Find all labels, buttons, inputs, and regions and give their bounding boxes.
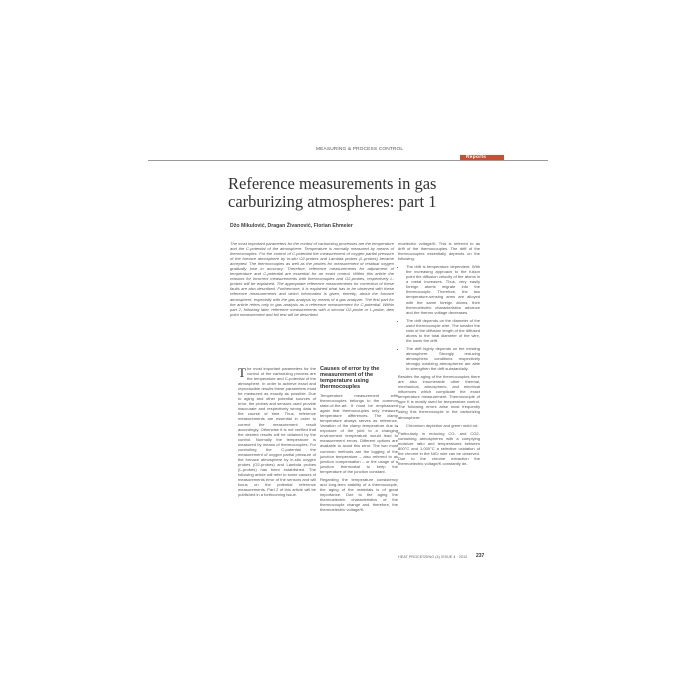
body-column-1 xyxy=(238,366,316,497)
intro-paragraph: he most important parameters for the control of the carburizing process are the temperature and C-potential of the atmosphere. In order to achieve exact and reproducible results these parameters must be measured as exactly as possible. Due to aging and other potential sources of error, the probes and sensors used provide inaccurate and respectively wrong data in the course of time. Thus, reference measurements are essential in order to correct the measurement result accordingly. Otherwise it is not verified that the desired results will be obtained by the control. Normally the temperature is measured by means of thermocouples. For controlling the C-potential the measurement of oxygen partial pressure of the furnace atmosphere by in-situ oxygen probes (O2-probes) and Lambda probes (L-probes) has been established. The following article will refer to some causes of measurements error of the sensors and will focus on the potential reference measurements. Part 2 of this article will be published in a forthcoming issue. xyxy=(238,366,316,498)
article-authors: Džo Mikulović, Dragan Živanović, Florian Ehmeier xyxy=(230,223,353,229)
article-abstract: The most important parameters for the control of carburizing processes are the temperature and the C-potential of the atmosphere. Temperature is normally measured by means of thermocouples. For the control of C-potential the measurement of oxygen partial pressure of the furnace atmosphere by in-situ O2-probes and Lambda probes (L-probes) became accepted. The thermocouples as well as the probes for measurement of residual oxygen gradually lose in accuracy. Therefore, reference measurements for adjustment of temperature and C-potential are essential for an exact control. Within this article the reasons for incorrect measurements with thermocouples and O2-probes, respectively L-probes will be explained. The appropriate reference measurements for correction of these faults are also described. Furthermore, it is explained what has to be observed with these reference measurements and which information is given, thereby, about the furnace atmosphere, especially with the gas analysis by means of a gas analyzer. The first part for the article refers only to gas analysis as a reference measurement for C-potential. Within part 2, following later, reference measurements with a second O2-probe or L-probe, dew point measurement and foil test will be described. xyxy=(230,241,394,317)
body-column-3 xyxy=(398,241,480,469)
header-rule xyxy=(148,160,548,161)
reports-tab-label: Reports xyxy=(466,154,487,160)
journal-footer: HEAT PROCESSING (4) ISSUE 4 · 2010 xyxy=(398,555,468,559)
section-label: MEASURING & PROCESS CONTROL xyxy=(316,147,404,152)
error-list xyxy=(398,423,480,428)
list-item: • The drift is temperature dependent. With the increasing approach to the fusion point the diffusion velocity of the atoms in a metal increases. Thus, very easily foreign atoms migrate into the thermocouple. Therefore, the two temperature-sensing arms are alloyed with the same foreign atoms, their thermoelectric characteristics advance and the thermo voltage decreases. xyxy=(406,264,480,314)
page-number: 237 xyxy=(476,553,485,559)
list-item: • The drift depends on the diameter of the used thermocouple wire. The smaller the ratio of the diffusion length of the diffused atoms to the total diameter of the wire, the lower the drift. xyxy=(406,318,480,343)
article-page xyxy=(148,145,556,570)
drift-list xyxy=(398,264,480,371)
paragraph: Besides the aging of the thermocouples there are also innumerable other thermal, mechanical, atmospheric, and electrical influences which complicate the exact temperature measurement. Thermocouple of type K is mostly used for temperature control. The following errors arise most frequently using this thermocouple in the carburizing atmosphere: xyxy=(398,374,480,420)
list-item: • Chromium depletion and green mold rot. xyxy=(406,423,480,428)
paragraph: moelectric voltage/K. This is referred to as drift of the thermocouples. The drift of the thermocouples essentially depends on the following: xyxy=(398,241,480,262)
paragraph: Regarding the temperature consistency and long-term stability of a thermocouple, the aging of the materials is of great importance. Due to the aging the thermoelectric characteristics of the thermocouple change and, therefore, the thermoelectric voltage/K. xyxy=(320,476,398,513)
body-column-2 xyxy=(320,366,398,515)
section-heading: Causes of error by the measurement of the temperature using thermocouples xyxy=(320,366,380,390)
drop-cap: T xyxy=(238,365,246,380)
paragraph: Particularly in reducing CO- and CO2-containing atmospheres with a complying moisture ratio and temperatures between 800°C and 1,000°C a selective oxidation of the chrome in the NiCr wire can be observed. Due to the chrome extraction the thermoelectric voltage/K constantly de- xyxy=(398,430,480,466)
list-item: • The drift highly depends on the existing atmosphere. Strongly reducing atmospheric conditions respectively strongly oxidizing atmospheres are able to strengthen the drift substantially. xyxy=(406,346,480,371)
article-title: Reference measurements in gas carburizing atmospheres: part 1 xyxy=(228,174,437,211)
paragraph: Temperature measurement with thermocouples belongs to the common state-of-the-art. It must be emphasized again that thermocouples only measure temperature differences. The clamp temperature always serves as reference. Variation of the clamp temperature due to exposure of the joint to a changing environment temperature would lead to measurement errors. Different options are available to avoid this error. The two most common methods are the logging of the junction temperature – also referred to as junction compensation – or the usage of a junction thermostat to keep the temperature of the junction constant. xyxy=(320,393,398,474)
